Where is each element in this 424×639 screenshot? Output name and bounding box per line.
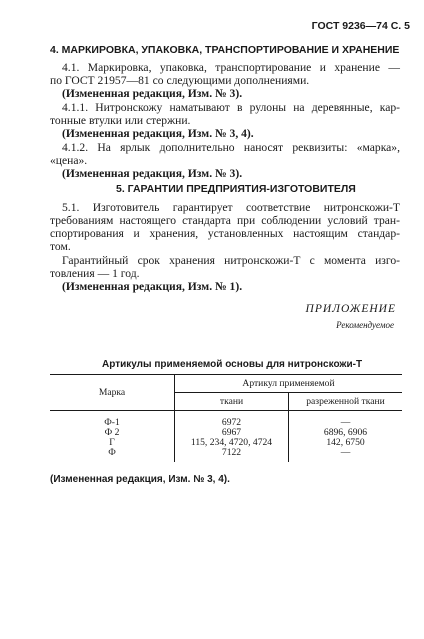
header-fabric: ткани (219, 396, 244, 407)
s4-p3-line2: «цена». (50, 154, 88, 167)
row-nonwoven: 142, 6750 (326, 437, 365, 448)
section-5-title: 5. ГАРАНТИИ ПРЕДПРИЯТИЯ-ИЗГОТОВИТЕЛЯ (116, 183, 356, 195)
row-fabric: 6972 (221, 417, 242, 428)
row-mark: Ф-1 (104, 417, 120, 428)
s4-p2-line1: 4.1.1. Нитронскожу наматывают в рулоны на деревянные, кар- (62, 101, 400, 114)
s5-p1-line3: спортирования и хранения, установленных настоящим стандар- (50, 227, 400, 240)
row-mark: Г (109, 437, 115, 448)
row-mark: Ф (108, 447, 116, 458)
header-nonwoven: разреженной ткани (306, 396, 385, 407)
row-nonwoven: 6896, 6906 (323, 427, 368, 438)
row-fabric: 6967 (221, 427, 242, 438)
s5-p2-line1: Гарантийный срок хранения нитронскожи-Т с момента изго- (62, 254, 400, 267)
s4-p1-line1: 4.1. Маркировка, упаковка, транспортирование и хранение — (62, 61, 400, 74)
s5-p1-line1: 5.1. Изготовитель гарантирует соответствие нитронскожи-Т (62, 201, 400, 214)
section-4-title: 4. МАРКИРОВКА, УПАКОВКА, ТРАНСПОРТИРОВАНИЕ И ХРАНЕНИЕ (50, 44, 400, 56)
row-mark: Ф 2 (104, 427, 120, 438)
s4-p1-line2: по ГОСТ 21957—81 со следующими дополнениями. (50, 74, 310, 87)
row-nonwoven: — (340, 447, 351, 458)
header-mark: Марка (98, 387, 126, 398)
appendix-subtitle: Рекомендуемое (336, 320, 394, 330)
s5-p1-line4: том. (50, 240, 71, 253)
row-fabric: 7122 (221, 447, 242, 458)
s5-p2-line2: товления — 1 год. (50, 267, 140, 280)
table-header-rule (50, 410, 402, 411)
s4-edit-note-2: (Измененная редакция, Изм. № 3, 4). (62, 127, 254, 140)
row-nonwoven: — (340, 417, 351, 428)
appendix-title: ПРИЛОЖЕНИЕ (305, 303, 396, 315)
header-article-group: Артикул применяемой (242, 378, 335, 389)
s4-edit-note-1: (Измененная редакция, Изм. № 3). (62, 87, 243, 100)
s5-p1-line2: требованиям настоящего стандарта при соблюдении условий тран- (50, 214, 400, 227)
s4-edit-note-3: (Измененная редакция, Изм. № 3). (62, 167, 243, 180)
table-footnote: (Измененная редакция, Изм. № 3, 4). (50, 474, 230, 485)
s4-p2-line2: тонные втулки или стержни. (50, 114, 191, 127)
table-top-rule (50, 374, 402, 375)
row-fabric: 115, 234, 4720, 4724 (190, 437, 273, 448)
s5-edit-note: (Измененная редакция, Изм. № 1). (62, 280, 243, 293)
table-caption: Артикулы применяемой основы для нитронскожи-Т (102, 359, 363, 370)
s4-p3-line1: 4.1.2. На ярлык дополнительно наносят реквизиты: «марка», (62, 141, 400, 154)
page-header: ГОСТ 9236—74 С. 5 (311, 20, 410, 32)
